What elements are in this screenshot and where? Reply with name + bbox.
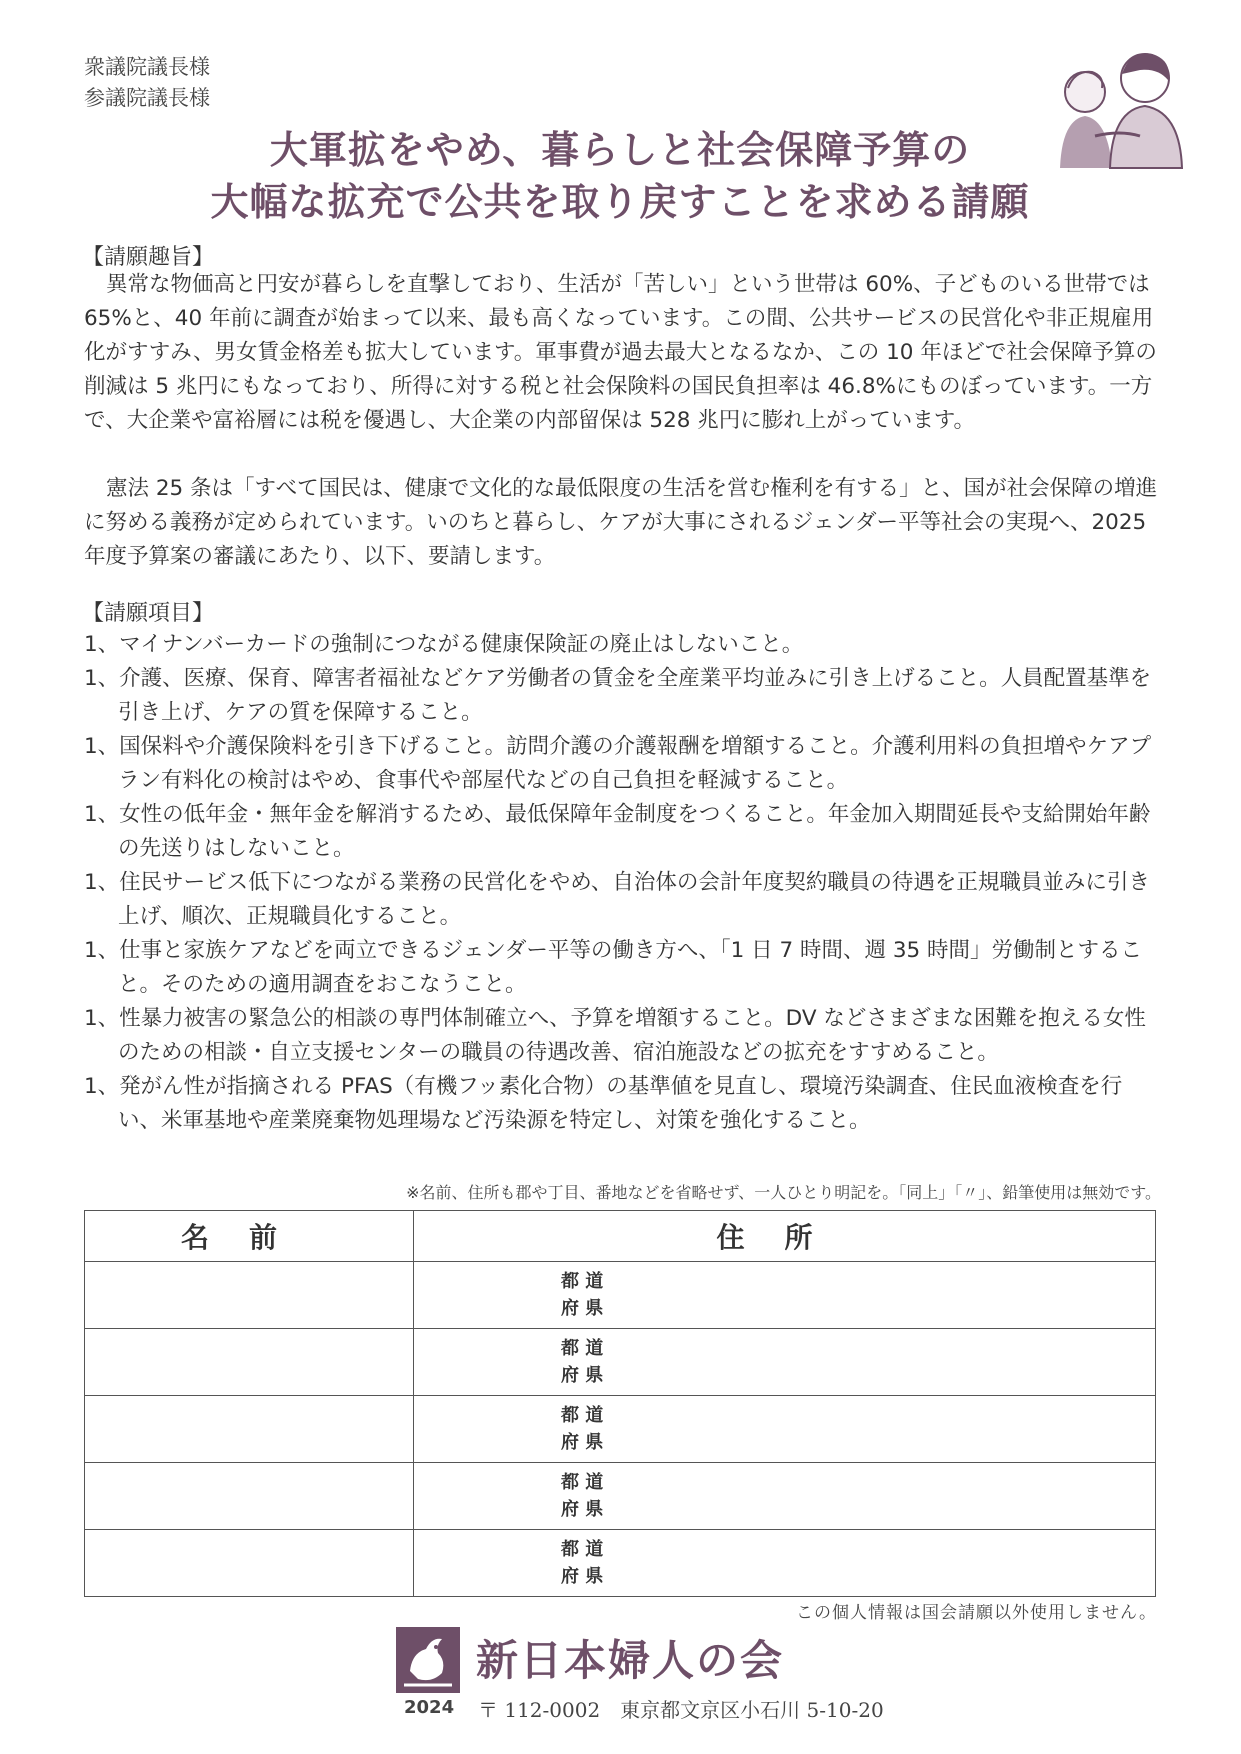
pref-label-top: 都 道 bbox=[561, 1271, 604, 1292]
pref-label-top: 都 道 bbox=[561, 1472, 604, 1493]
pref-label-bottom: 府 県 bbox=[561, 1365, 604, 1386]
request-item: 1、女性の低年金・無年金を解消するため、最低保障年金制度をつくること。年金加入期間延長や支給開始年齢の先送りはしないこと。 bbox=[84, 802, 1151, 861]
request-item: 1、発がん性が指摘される PFAS（有機フッ素化合物）の基準値を見直し、環境汚染調査、住民血液検査を行い、米軍基地や産業廃棄物処理場など汚染源を特定し、対策を強化すること。 bbox=[84, 1074, 1123, 1133]
addressee-lower-house: 衆議院議長様 bbox=[84, 55, 210, 79]
name-cell[interactable] bbox=[85, 1329, 414, 1396]
signature-row bbox=[85, 1463, 1156, 1530]
request-list bbox=[84, 628, 1164, 1138]
addressee-upper-house: 参議院議長様 bbox=[84, 86, 210, 110]
privacy-note: この個人情報は国会請願以外使用しません。 bbox=[795, 1603, 1157, 1623]
request-item: 1、国保料や介護保険料を引き下げること。訪問介護の介護報酬を増額すること。介護利用料の負担増やケアプラン有料化の検討はやめ、食事代や部屋代などの自己負担を軽減すること。 bbox=[84, 734, 1152, 793]
signature-table bbox=[84, 1210, 1156, 1597]
footer-year: 2024 bbox=[404, 1697, 455, 1718]
address-cell[interactable] bbox=[414, 1396, 1156, 1463]
pref-label-bottom: 府 県 bbox=[561, 1499, 604, 1520]
pref-label-bottom: 府 県 bbox=[561, 1298, 604, 1319]
name-cell[interactable] bbox=[85, 1463, 414, 1530]
page-title bbox=[90, 124, 1150, 228]
title-line-1: 大軍拡をやめ、暮らしと社会保障予算の bbox=[269, 128, 971, 172]
request-item: 1、住民サービス低下につながる業務の民営化をやめ、自治体の会計年度契約職員の待遇を正規職員並みに引き上げ、順次、正規職員化すること。 bbox=[84, 870, 1150, 929]
pref-label-top: 都 道 bbox=[561, 1539, 604, 1560]
org-address: 〒 112-0002 東京都文京区小石川 5-10-20 bbox=[478, 1698, 884, 1722]
signature-row bbox=[85, 1530, 1156, 1597]
signature-row bbox=[85, 1396, 1156, 1463]
request-item: 1、介護、医療、保育、障害者福祉などケア労働者の賃金を全産業平均並みに引き上げること。人員配置基準を引き上げ、ケアの質を保障すること。 bbox=[84, 666, 1152, 725]
purpose-paragraph-2: 憲法 25 条は「すべて国民は、健康で文化的な最低限度の生活を営む権利を有する」と、国が社会保障の増進に努める義務が定められています。いのちと暮らし、ケアが大事にされるジェンダー平等社会の実現へ、2025 年度予算案の審議にあたり、以下、要請します。 bbox=[84, 476, 1158, 569]
address-cell[interactable] bbox=[414, 1329, 1156, 1396]
requests-heading: 【請願項目】 bbox=[82, 601, 215, 626]
addressee-block bbox=[84, 52, 210, 114]
pref-label-bottom: 府 県 bbox=[561, 1432, 604, 1453]
org-name: 新日本婦人の会 bbox=[476, 1636, 785, 1685]
signature-header-row bbox=[85, 1211, 1156, 1262]
signature-row bbox=[85, 1262, 1156, 1329]
signature-row bbox=[85, 1329, 1156, 1396]
name-cell[interactable] bbox=[85, 1262, 414, 1329]
pref-label-top: 都 道 bbox=[561, 1405, 604, 1426]
dove-logo-icon bbox=[396, 1627, 460, 1693]
form-note: ※名前、住所も郡や丁目、番地などを省略せず、一人ひとり明記を。「同上」「〃」、鉛筆使用は無効です。 bbox=[406, 1183, 1161, 1202]
request-item: 1、マイナンバーカードの強制につながる健康保険証の廃止はしないこと。 bbox=[84, 632, 804, 657]
address-header: 住所 bbox=[414, 1211, 1156, 1262]
name-header: 名前 bbox=[85, 1211, 414, 1262]
title-line-2: 大幅な拡充で公共を取り戻すことを求める請願 bbox=[210, 180, 1030, 224]
address-cell[interactable] bbox=[414, 1262, 1156, 1329]
pref-label-bottom: 府 県 bbox=[561, 1566, 604, 1587]
name-cell[interactable] bbox=[85, 1396, 414, 1463]
pref-label-top: 都 道 bbox=[561, 1338, 604, 1359]
name-cell[interactable] bbox=[85, 1530, 414, 1597]
address-cell[interactable] bbox=[414, 1463, 1156, 1530]
purpose-paragraph-1: 異常な物価高と円安が暮らしを直撃しており、生活が「苦しい」という世帯は 60%、子どものいる世帯では 65%と、40 年前に調査が始まって以来、最も高くなっています。この間、公共サービスの民営化や非正規雇用化がすすみ、男女賃金格差も拡大しています。軍事費が過去最大となるなか、この 10 年ほどで社会保障予算の削減は 5 兆円にもなっており、所得に対する税と社会保険料の国民負担率は 46.8%にものぼっています。一方で、大企業や富裕層には税を優遇し、大企業の内部留保は 528 兆円に膨れ上がっています。 bbox=[84, 272, 1157, 433]
request-item: 1、仕事と家族ケアなどを両立できるジェンダー平等の働き方へ、「1 日 7 時間、週 35 時間」労働制とすること。そのための適用調査をおこなうこと。 bbox=[84, 938, 1143, 997]
request-item: 1、性暴力被害の緊急公的相談の専門体制確立へ、予算を増額すること。DV などさまざまな困難を抱える女性のための相談・自立支援センターの職員の待遇改善、宿泊施設などの拡充をすすめること。 bbox=[84, 1006, 1146, 1065]
address-cell[interactable] bbox=[414, 1530, 1156, 1597]
purpose-heading: 【請願趣旨】 bbox=[82, 245, 215, 270]
